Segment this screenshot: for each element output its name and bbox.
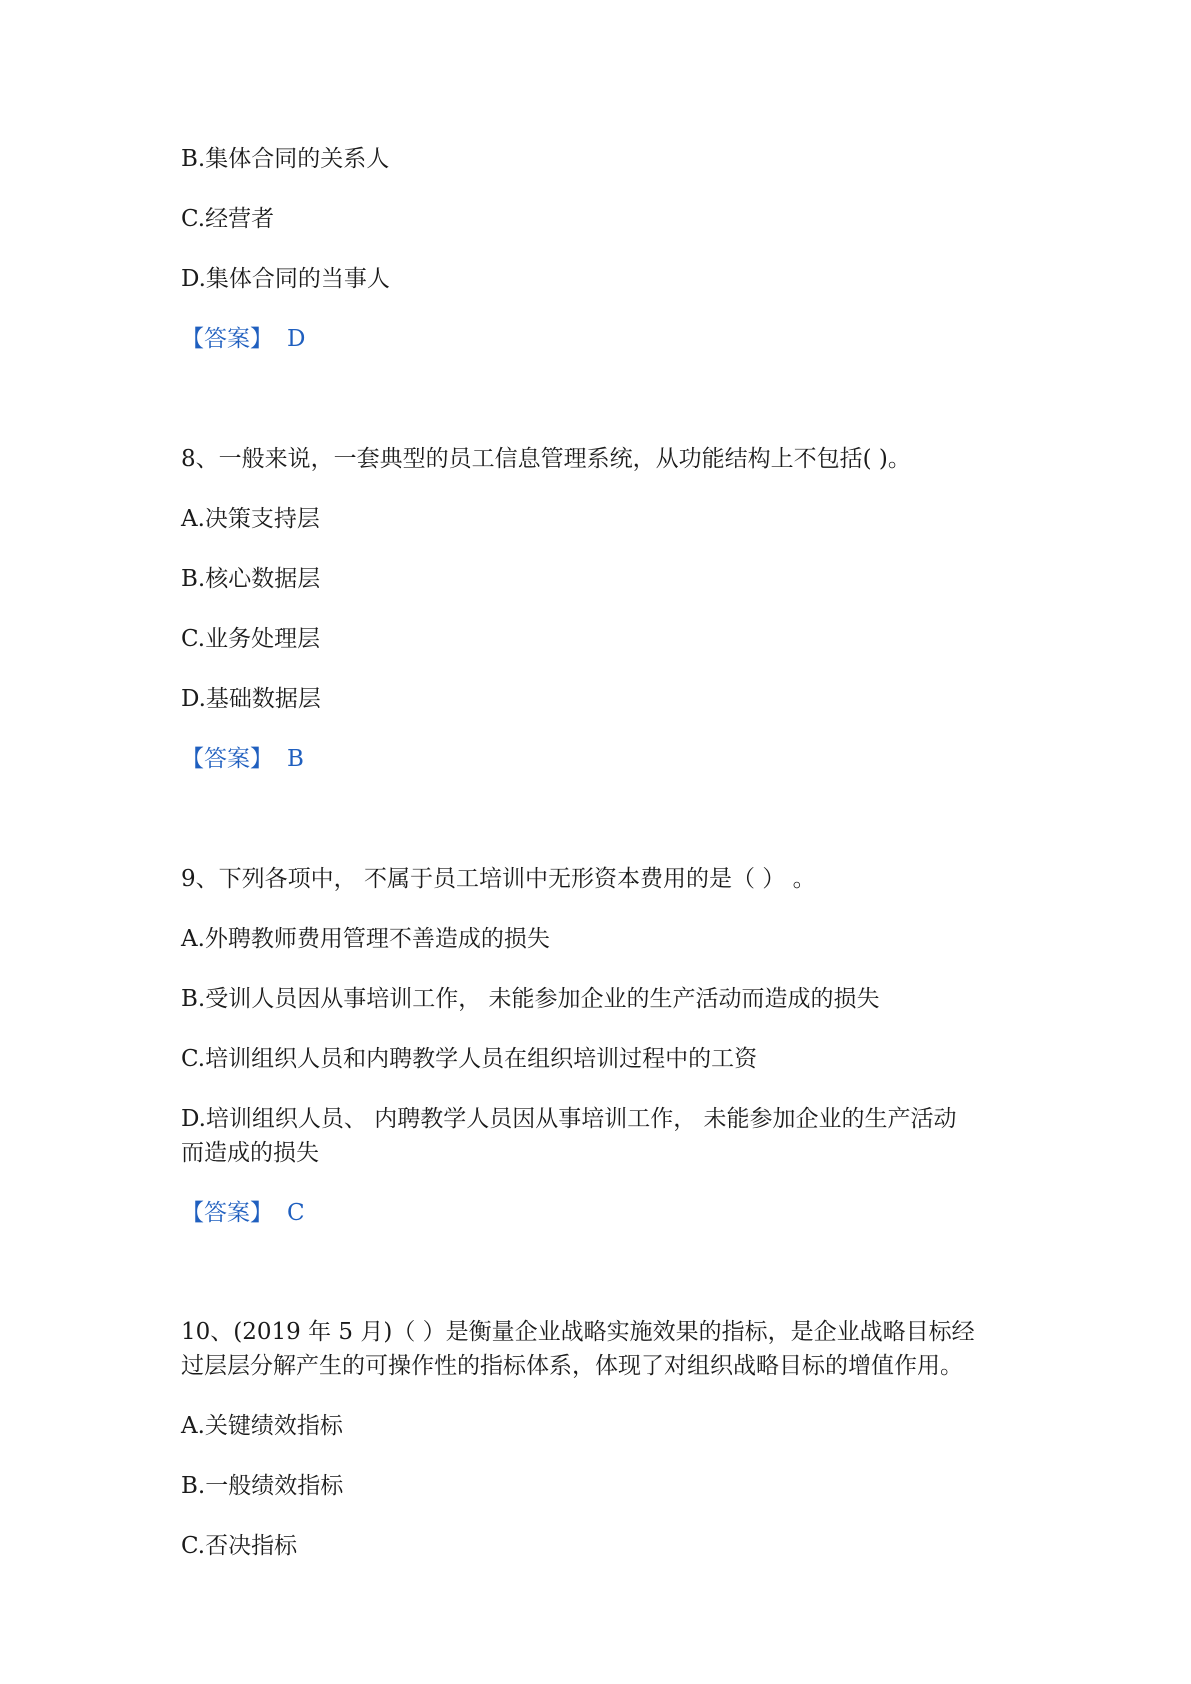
q7-answer (181, 323, 305, 355)
q9-option-b: B.受训人员因从事培训工作， 未能参加企业的生产活动而造成的损失 (181, 986, 880, 1012)
q9-option-d: D.培训组织人员、 内聘教学人员因从事培训工作， 未能参加企业的生产活动 (181, 1106, 957, 1132)
q8-option-b: B.核心数据层 (181, 566, 321, 592)
q9-option-d-continued: 而造成的损失 (181, 1140, 319, 1166)
q10-stem-line1: 10、(2019 年 5 月)（ ）是衡量企业战略实施效果的指标，是企业战略目标经 (181, 1319, 975, 1345)
answer-label: 【答案】 (181, 746, 273, 772)
q8-stem: 8、一般来说，一套典型的员工信息管理系统，从功能结构上不包括( )。 (181, 446, 911, 472)
q10-option-c: C.否决指标 (181, 1533, 298, 1559)
q8-option-d: D.基础数据层 (181, 686, 321, 712)
q9-option-a: A.外聘教师费用管理不善造成的损失 (181, 926, 550, 952)
q10-stem-line2: 过层层分解产生的可操作性的指标体系，体现了对组织战略目标的增值作用。 (181, 1353, 963, 1379)
q7-option-d: D.集体合同的当事人 (181, 266, 390, 292)
q10-option-b: B.一般绩效指标 (181, 1473, 344, 1499)
answer-value: B (287, 746, 304, 772)
q9-option-c: C.培训组织人员和内聘教学人员在组织培训过程中的工资 (181, 1046, 758, 1072)
answer-label: 【答案】 (181, 1200, 273, 1226)
answer-value: C (287, 1200, 305, 1226)
q10-option-a: A.关键绩效指标 (181, 1413, 343, 1439)
q7-option-b: B.集体合同的关系人 (181, 146, 390, 172)
q8-answer (181, 743, 304, 775)
q8-option-c: C.业务处理层 (181, 626, 321, 652)
answer-label: 【答案】 (181, 326, 273, 352)
q7-option-c: C.经营者 (181, 206, 275, 232)
q9-stem: 9、下列各项中， 不属于员工培训中无形资本费用的是（ ） 。 (181, 866, 816, 892)
q8-option-a: A.决策支持层 (181, 506, 320, 532)
q9-answer (181, 1197, 305, 1229)
answer-value: D (287, 326, 306, 352)
